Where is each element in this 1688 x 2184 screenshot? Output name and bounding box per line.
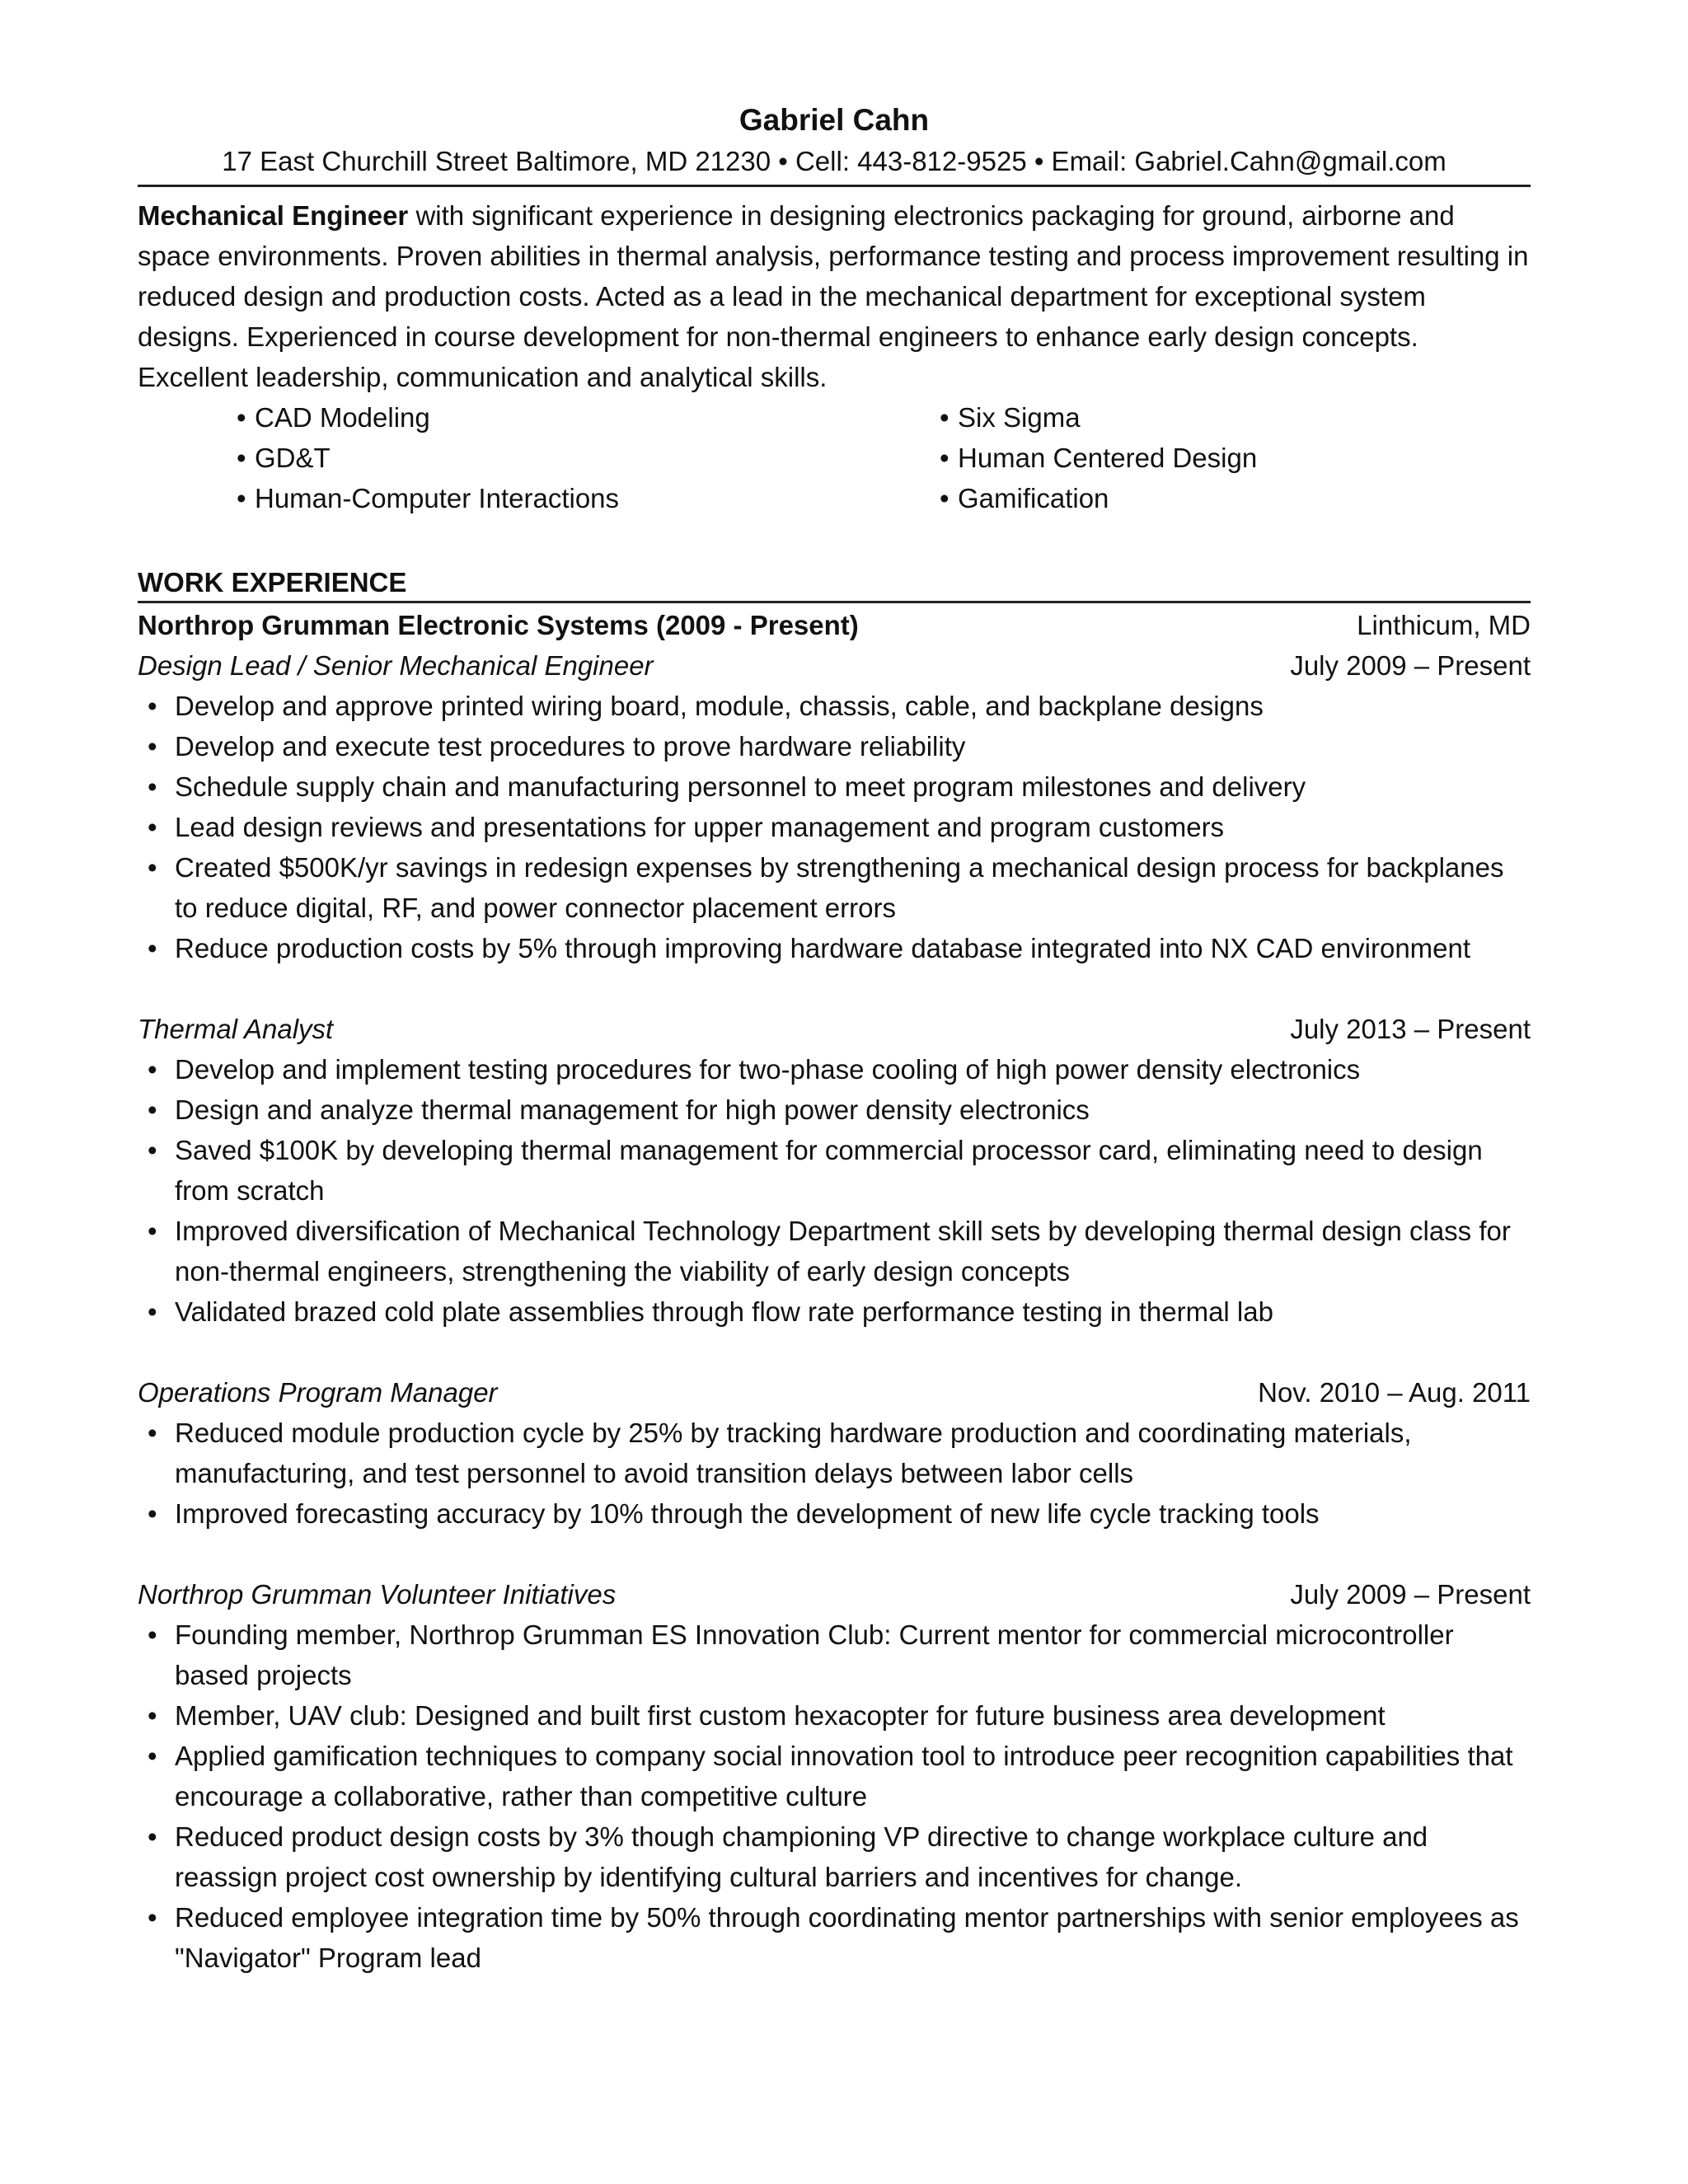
skill-item: • Human Centered Design — [940, 443, 1258, 473]
spacer — [138, 1332, 1531, 1372]
list-item: • Reduce production costs by 5% through improving hardware database integrated into NX CAD environment — [138, 928, 1531, 968]
list-item: • Lead design reviews and presentations for upper management and program customers — [138, 807, 1531, 847]
list-item: • Saved $100K by developing thermal management for commercial processor card, eliminating need to design from scratch — [138, 1130, 1531, 1211]
role-title: Design Lead / Senior Mechanical Engineer — [138, 650, 654, 681]
skill-item: • Human-Computer Interactions — [237, 483, 620, 513]
company-row — [138, 605, 1531, 645]
list-item: • Validated brazed cold plate assemblies through flow rate performance testing in thermal lab — [138, 1291, 1531, 1332]
list-item: • Reduced product design costs by 3% though championing VP directive to change workplace culture and reassign project cost ownership by identifying cultural barriers and incentives for change. — [138, 1816, 1531, 1897]
skills-list — [138, 397, 1531, 518]
skill-item: • CAD Modeling — [237, 402, 430, 433]
section-divider — [138, 601, 1531, 603]
list-item: • Schedule supply chain and manufacturing personnel to meet program milestones and delivery — [138, 766, 1531, 807]
resume-page — [138, 0, 1531, 1978]
list-item: • Reduced module production cycle by 25% by tracking hardware production and coordinating materials, manufacturing, and test personnel to avoid transition delays between labor cells — [138, 1413, 1531, 1493]
spacer — [138, 968, 1531, 1009]
role-dates: July 2009 – Present — [1290, 1579, 1531, 1610]
list-item: • Reduced employee integration time by 50% through coordinating mentor partnerships with senior employees as "Navigator" Program lead — [138, 1897, 1531, 1978]
role-bullets — [138, 1615, 1531, 1978]
company-location: Linthicum, MD — [1357, 610, 1531, 640]
role-row — [138, 1574, 1531, 1615]
role-title: Thermal Analyst — [138, 1014, 334, 1044]
list-item: • Founding member, Northrop Grumman ES Innovation Club: Current mentor for commercial microcontroller based projects — [138, 1615, 1531, 1695]
skill-item: • Gamification — [940, 483, 1109, 513]
skill-item: • GD&T — [237, 443, 331, 473]
role-dates: July 2009 – Present — [1290, 650, 1531, 681]
list-item: • Created $500K/yr savings in redesign expenses by strengthening a mechanical design process for backplanes to reduce digital, RF, and power connector placement errors — [138, 847, 1531, 928]
list-item: • Improved forecasting accuracy by 10% through the development of new life cycle tracking tools — [138, 1493, 1531, 1534]
list-item: • Develop and approve printed wiring board, module, chassis, cable, and backplane designs — [138, 686, 1531, 726]
role-title: Northrop Grumman Volunteer Initiatives — [138, 1579, 617, 1610]
role-bullets — [138, 686, 1531, 968]
section-title-work-experience: WORK EXPERIENCE — [138, 567, 407, 598]
role-title: Operations Program Manager — [138, 1377, 498, 1408]
summary-lead: Mechanical Engineer — [138, 200, 409, 231]
role-row — [138, 1009, 1531, 1049]
list-item: • Develop and implement testing procedures for two-phase cooling of high power density electronics — [138, 1049, 1531, 1090]
professional-summary — [138, 195, 1531, 397]
summary-text: with significant experience in designing electronics packaging for ground, airborne and space environments. Proven abilities in thermal analysis, performance testing and process improvement resulting in reduced design and production costs. Acted as a lead in the mechanical department for exceptional system designs. Experienced in course development for non-thermal engineers to enhance early design concepts. Excellent leadership, communication and analytical skills. — [138, 200, 1529, 392]
role-bullets — [138, 1049, 1531, 1332]
list-item: • Member, UAV club: Designed and built first custom hexacopter for future business area development — [138, 1695, 1531, 1736]
list-item: • Develop and execute test procedures to prove hardware reliability — [138, 726, 1531, 766]
skill-item: • Six Sigma — [940, 402, 1081, 433]
role-bullets — [138, 1413, 1531, 1534]
list-item: • Design and analyze thermal management for high power density electronics — [138, 1090, 1531, 1130]
header-divider — [138, 185, 1531, 187]
role-dates: July 2013 – Present — [1290, 1014, 1531, 1044]
list-item: • Applied gamification techniques to company social innovation tool to introduce peer recognition capabilities that encourage a collaborative, rather than competitive culture — [138, 1736, 1531, 1816]
role-row — [138, 645, 1531, 686]
role-row — [138, 1372, 1531, 1413]
role-dates: Nov. 2010 – Aug. 2011 — [1258, 1377, 1531, 1408]
spacer — [138, 1534, 1531, 1574]
contact-line: 17 East Churchill Street Baltimore, MD 21230 • Cell: 443-812-9525 • Email: Gabriel.Cahn@gmail.com — [222, 146, 1447, 176]
list-item: • Improved diversification of Mechanical Technology Department skill sets by developing thermal design class for non-thermal engineers, strengthening the viability of early design concepts — [138, 1211, 1531, 1291]
company-name: Northrop Grumman Electronic Systems (2009 - Present) — [138, 610, 859, 640]
candidate-name: Gabriel Cahn — [738, 103, 930, 137]
